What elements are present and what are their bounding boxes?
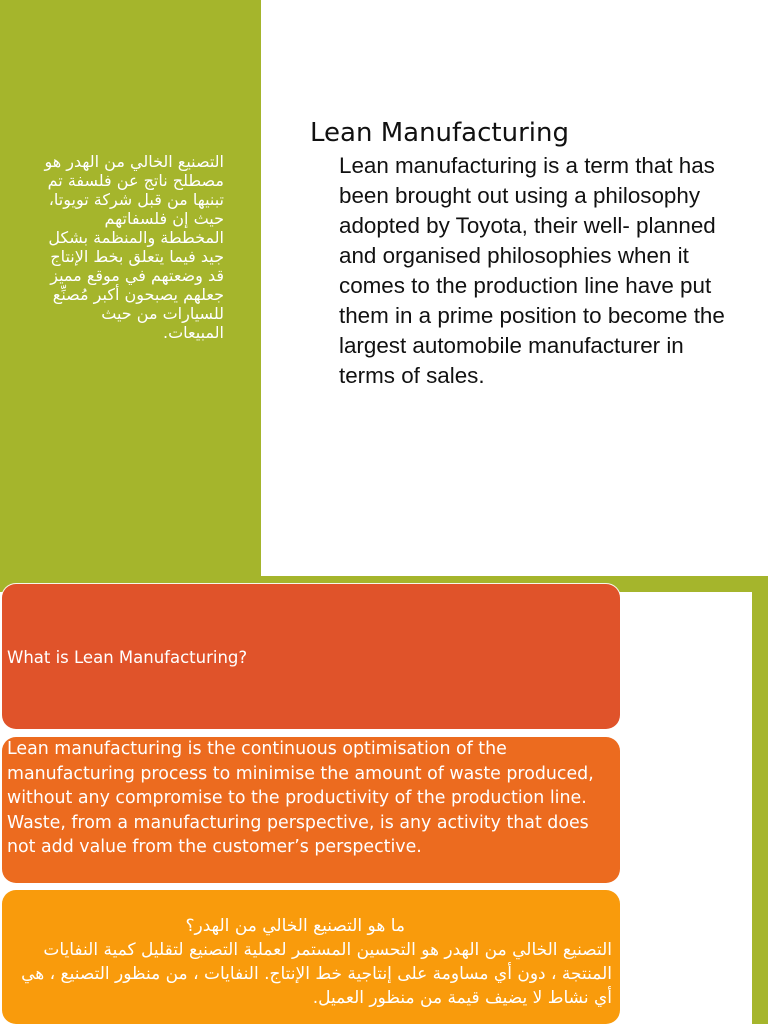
slide1-arabic-text: التصنيع الخالي من الهدر هو مصطلح ناتج عن فلسفة تم تبنيها من قبل شركة تويوتا، حيث إن فلسفاتهم المخططة والمنظمة بشكل جيد فيما يتعلق بخط الإنتاج قد وضعتهم في موقع مميز جعلهم يصبحون أكبر مُصنِّع للسيارات من حيث المبيعات. bbox=[44, 152, 224, 342]
arabic-question-text: ما هو التصنيع الخالي من الهدر؟ bbox=[185, 916, 405, 936]
slide1-sidebar bbox=[0, 0, 261, 576]
definition-text: Lean manufacturing is the continuous optimisation of the manufacturing process to minimise the amount of waste produced, without any compromise to the productivity of the production line. Waste, from a manufacturing perspective, is any activity that does not add value from the customer’s perspective. bbox=[7, 739, 594, 857]
question-box bbox=[2, 584, 620, 729]
arabic-definition-box bbox=[2, 890, 620, 1024]
slide1-title: Lean Manufacturing bbox=[310, 118, 569, 148]
arabic-definition-text: التصنيع الخالي من الهدر هو التحسين المستمر لعملية التصنيع لتقليل كمية النفايات المنتجة ، دون أي مساومة على إنتاجية خط الإنتاج. النفايات ، من منظور التصنيع ، هي أي نشاط لا يضيف قيمة من منظور العميل. bbox=[21, 940, 612, 1008]
definition-box bbox=[2, 737, 620, 883]
question-text: What is Lean Manufacturing? bbox=[7, 648, 248, 667]
slide1-body-text: Lean manufacturing is a term that has been brought out using a philosophy adopted by Toyota, their well- planned and organised philosophies when it comes to the production line have put them in a prime position to become the largest automobile manufacturer in terms of sales. bbox=[339, 153, 725, 388]
